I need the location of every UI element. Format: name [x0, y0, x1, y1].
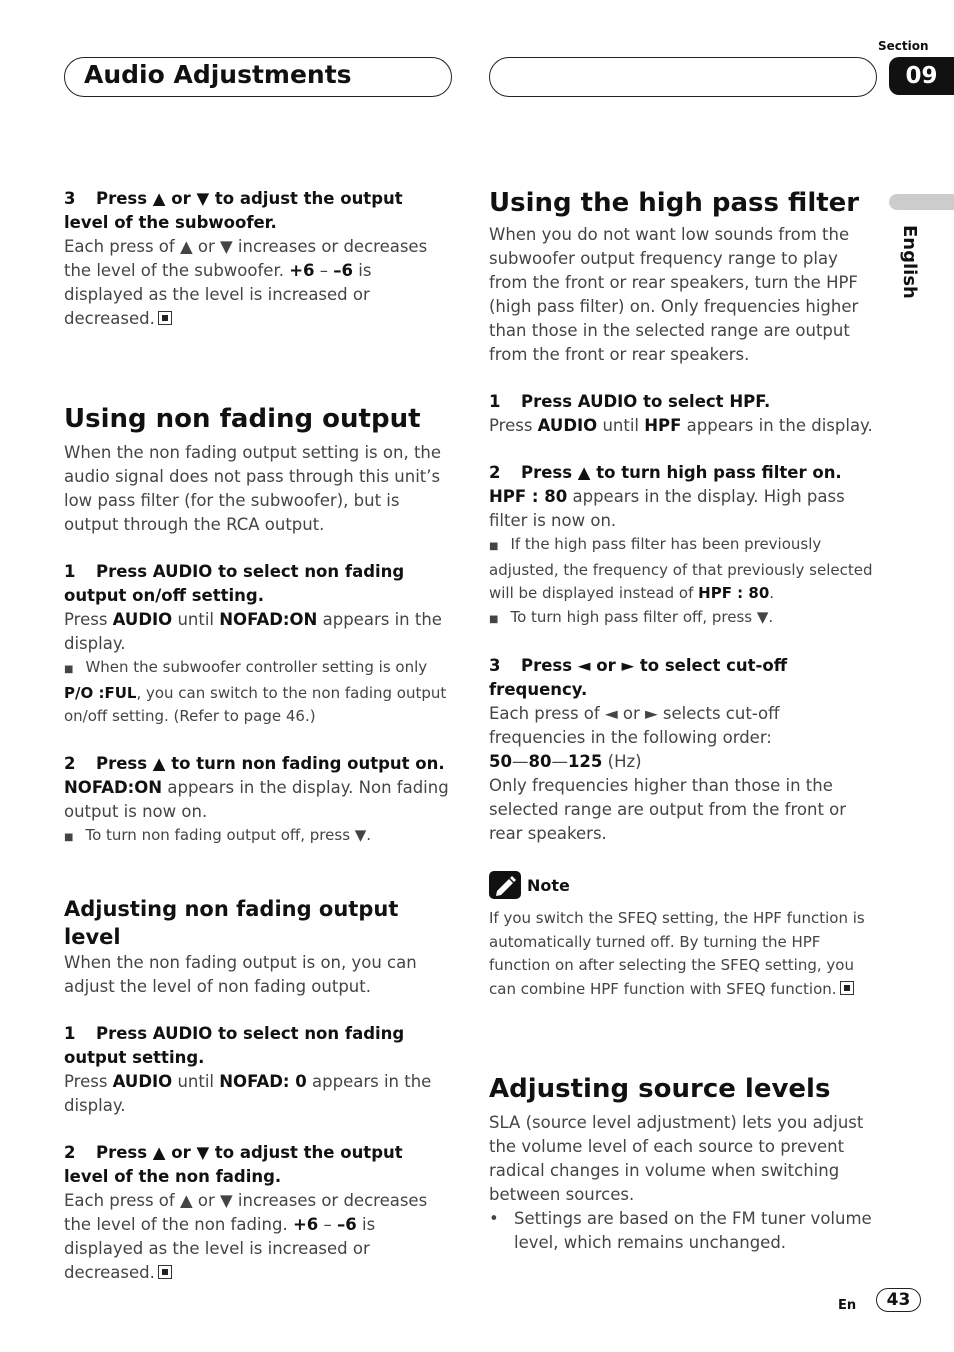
square-bullet-icon: ■: [489, 613, 499, 625]
heading-non-fading-level: Adjusting non fading output level: [64, 897, 399, 949]
value-minus: –6: [337, 1215, 357, 1234]
text: Press: [64, 1072, 113, 1091]
level-step-2: [64, 1141, 452, 1189]
heading-high-pass-filter: Using the high pass filter: [489, 188, 860, 218]
text: appears in the display. High pass filter is now on.: [489, 487, 845, 530]
value-minus: –6: [333, 261, 354, 280]
level-step-1: [64, 1022, 452, 1070]
text: until: [172, 610, 220, 629]
non-fading-step-1: [64, 560, 452, 608]
left-column: [64, 187, 452, 1285]
value-plus: +6: [289, 261, 315, 280]
display-value: HPF: [644, 416, 682, 435]
right-column: [489, 187, 877, 1255]
note-title: Note: [527, 875, 570, 895]
bullet-dot-icon: •: [489, 1209, 499, 1228]
step-title: Press AUDIO to select non fading output setting.: [64, 1024, 405, 1067]
hpf-step-2-body: [489, 485, 877, 533]
text: until: [597, 416, 645, 435]
separator: —: [551, 752, 568, 771]
text: Press: [489, 416, 538, 435]
step-number: 3: [489, 656, 501, 675]
non-fading-step-1-body: [64, 608, 452, 656]
step-number: 2: [489, 463, 501, 482]
freq-125: 125: [567, 752, 603, 771]
text: Press: [64, 610, 113, 629]
key-audio: AUDIO: [537, 416, 598, 435]
text: To turn high pass filter off, press ▼.: [510, 607, 774, 626]
separator: —: [511, 752, 529, 771]
text: Each press of ▲ or ▼ increases or decreases the level of the subwoofer.: [64, 237, 428, 280]
step-number: 2: [64, 1143, 76, 1162]
step-number: 1: [489, 392, 501, 411]
hpf-note-2: [489, 606, 877, 632]
sla-intro: SLA (source level adjustment) lets you adjust the volume level of each source to prevent radical changes in volume when switching between sources.: [489, 1113, 864, 1204]
step-number: 1: [64, 562, 76, 581]
display-value: NOFAD: 0: [219, 1072, 307, 1091]
display-value: HPF : 80: [489, 487, 568, 506]
footer-language: En: [838, 1298, 857, 1313]
hpf-frequency-order: [489, 750, 877, 774]
hpf-step-1-body: [489, 414, 877, 438]
step-title: Press ▲ or ▼ to adjust the output level of the subwoofer.: [64, 189, 403, 232]
hpf-intro: When you do not want low sounds from the subwoofer output frequency range to play from the front or rear speakers, turn the HPF (high pass filter) on. Only frequencies higher than those in the selected range are output from the front or rear speakers.: [489, 225, 859, 364]
text: is displayed as the level is increased or decreased.: [64, 261, 372, 328]
text: appears in the display.: [64, 610, 442, 653]
text: .: [769, 584, 775, 602]
language-side-tab: English: [899, 225, 920, 299]
hpf-step-3-body-2: Only frequencies higher than those in the selected range are output from the front or rear speakers.: [489, 776, 847, 843]
text: , you can switch to the non fading output on/off setting. (Refer to page 46.): [64, 683, 447, 725]
display-value: HPF : 80: [698, 584, 770, 602]
subwoofer-step-3: [64, 187, 452, 235]
hpf-step-2: [489, 461, 877, 485]
square-bullet-icon: ■: [64, 831, 74, 843]
note-header: [489, 871, 877, 901]
hpf-note-1: [489, 533, 877, 606]
hpf-step-1: [489, 390, 877, 414]
subwoofer-step-3-body: [64, 235, 452, 331]
non-fading-step-2: [64, 752, 452, 776]
step-number: 3: [64, 189, 76, 208]
text: appears in the display. Non fading output is now on.: [64, 777, 449, 821]
end-mark-icon: [840, 981, 854, 995]
header-empty-frame: [489, 57, 877, 97]
display-value: NOFAD:ON: [64, 777, 163, 797]
square-bullet-icon: ■: [489, 541, 499, 552]
value-plus: +6: [292, 1215, 319, 1234]
key-audio: AUDIO: [112, 610, 173, 629]
step-title: Press ▲ to turn non fading output on.: [96, 753, 445, 773]
non-fading-intro: When the non fading output setting is on, the audio signal does not pass through this unit’s low pass filter (for the subwoofer), but is output through the RCA output.: [64, 443, 442, 534]
step-number: 1: [64, 1024, 76, 1043]
square-bullet-icon: ■: [64, 664, 74, 675]
key-audio: AUDIO: [112, 1072, 173, 1091]
freq-80: 80: [528, 752, 552, 771]
freq-50: 50: [489, 752, 512, 771]
text: –: [318, 1215, 337, 1234]
page-header-title: Audio Adjustments: [84, 60, 352, 89]
end-mark-icon: [158, 1265, 172, 1279]
text: When the subwoofer controller setting is only: [85, 658, 428, 676]
non-fading-step-2-body: [64, 776, 452, 824]
non-fading-note-1: [64, 656, 452, 729]
hpf-step-3: [489, 654, 877, 702]
text: –: [314, 261, 334, 280]
heading-source-levels: Adjusting source levels: [489, 1074, 831, 1104]
display-value: NOFAD:ON: [219, 610, 318, 629]
note-body: [489, 907, 877, 1001]
non-fading-note-2: [64, 824, 452, 850]
text: Settings are based on the FM tuner volume level, which remains unchanged.: [514, 1209, 872, 1252]
hpf-step-3-body: Each press of ◄ or ► selects cut-off frequencies in the following order:: [489, 704, 780, 747]
text: If the high pass filter has been previously adjusted, the frequency of that previously selected will be displayed instead of: [489, 535, 873, 602]
text: If you switch the SFEQ setting, the HPF function is automatically turned off. By turning the HPF function on after selecting the SFEQ setting, you can combine HPF function with SFEQ function.: [489, 909, 865, 998]
text: appears in the display.: [64, 1072, 432, 1115]
unit: (Hz): [602, 752, 642, 771]
text: Each press of ▲ or ▼ increases or decreases the level of the non fading.: [64, 1191, 428, 1234]
section-number-badge: 09: [889, 57, 954, 95]
text: until: [172, 1072, 220, 1091]
step-title: Press AUDIO to select HPF.: [521, 392, 771, 411]
step-title: Press ◄ or ► to select cut-off frequency.: [489, 656, 788, 699]
text: is displayed as the level is increased or decreased.: [64, 1215, 376, 1282]
language-tab-bar: [889, 194, 954, 210]
section-label: Section: [878, 39, 929, 53]
step-number: 2: [64, 753, 76, 773]
sla-bullet: [489, 1207, 877, 1255]
heading-non-fading-output: Using non fading output: [64, 404, 421, 434]
end-mark-icon: [158, 311, 172, 325]
text: To turn non fading output off, press ▼.: [85, 825, 372, 844]
step-title: Press AUDIO to select non fading output on/off setting.: [64, 562, 405, 605]
pencil-note-icon: [489, 871, 521, 899]
display-value: P/O :FUL: [64, 683, 137, 702]
step-title: Press ▲ or ▼ to adjust the output level of the non fading.: [64, 1143, 403, 1186]
level-step-1-body: [64, 1070, 452, 1118]
text: appears in the display.: [681, 416, 873, 435]
page-number: 43: [876, 1288, 921, 1312]
non-fading-level-intro: When the non fading output is on, you can adjust the level of non fading output.: [64, 953, 417, 996]
step-title: Press ▲ to turn high pass filter on.: [521, 463, 842, 482]
level-step-2-body: [64, 1189, 452, 1285]
